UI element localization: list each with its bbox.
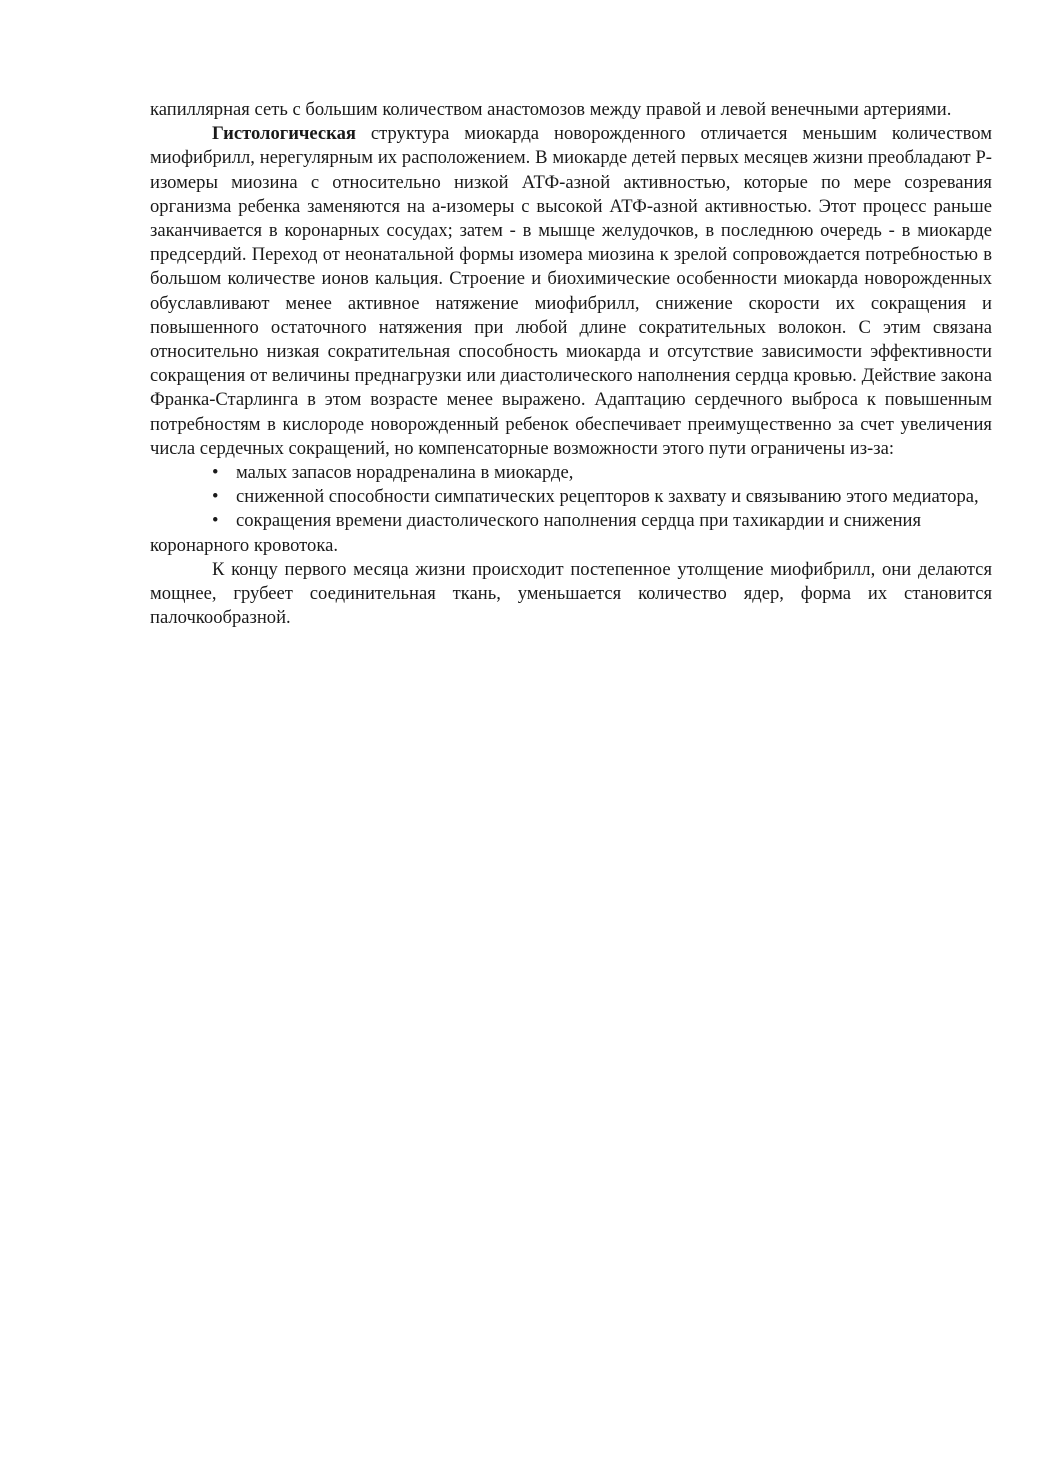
bold-term: Гистологическая: [212, 123, 356, 145]
bullet-icon: •: [212, 510, 219, 532]
list-item: [150, 509, 992, 557]
list-item: [150, 461, 992, 485]
paragraph-histology-text: структура миокарда новорожденного отличается меньшим количеством миофибрилл, нерегулярным их расположением. В миокарде детей первых месяцев жизни преобладают Р-изомеры миозина с относительно низкой АТФ-азной активностью, которые по мере созревания организма ребенка заменяются на а-изомеры с высокой АТФ-азной активностью. Этот процесс раньше заканчивается в коронарных сосудах; затем - в мышце желудочков, в последнюю очередь - в миокарде предсердий. Переход от неонатальной формы изомера миозина к зрелой сопровождается потребностью в большом количестве ионов кальция. Строение и биохимические особенности миокарда новорожденных обуславливают менее активное натяжение миофибрилл, снижение скорости их сокращения и повышенного остаточного натяжения при любой длине сократительных волокон. С этим связана относительно низкая сократительная способность миокарда и отсутствие зависимости эффективности сокращения от величины преднагрузки или диастолического наполнения сердца кровью. Действие закона Франка-Старлинга в этом возрасте менее выражено. Адаптацию сердечного выброса к повышенным потребностям в кислороде новорожденный ребенок обеспечивает преимущественно за счет увеличения числа сердечных сокращений, но компенсаторные возможности этого пути ограничены из-за:: [150, 123, 992, 459]
paragraph-intro: капиллярная сеть с большим количеством анастомозов между правой и левой венечными артериями.: [150, 99, 952, 120]
bullet-icon: •: [212, 462, 219, 484]
document-page: [150, 98, 992, 630]
list-item-text: сокращения времени диастолического наполнения сердца при тахикардии и снижения коронарного кровотока.: [150, 510, 922, 556]
list-item: [150, 485, 992, 509]
paragraph-conclusion: К концу первого месяца жизни происходит постепенное утолщение миофибрилл, они делаются мощнее, грубеет соединительная ткань, уменьшается количество ядер, форма их становится палочкообразной.: [150, 558, 992, 629]
list-item-text: малых запасов норадреналина в миокарде,: [236, 462, 574, 484]
bullet-icon: •: [212, 486, 219, 508]
list-item-text: сниженной способности симпатических рецепторов к захвату и связыванию этого медиатора,: [236, 486, 979, 508]
paragraph-histology: [150, 122, 992, 461]
